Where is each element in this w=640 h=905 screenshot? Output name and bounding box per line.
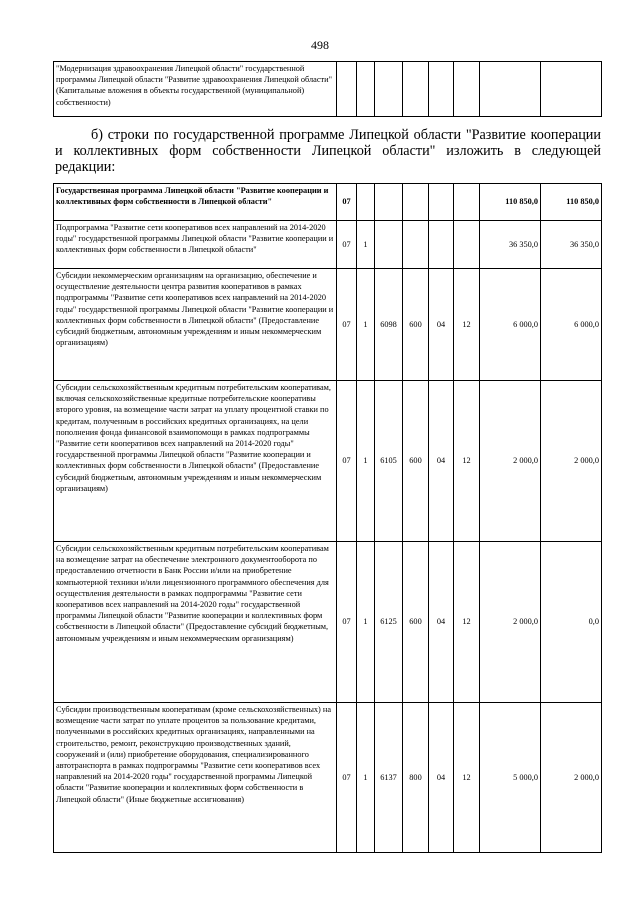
table-row [54,542,602,703]
table-row [54,269,602,381]
row-description: Субсидии некоммерческим организациям на организацию, обеспечение и осуществление деятельности центра развития кооперативов в рамках подпрограммы "Развитие сети кооперативов всех направлений на 2014-2020 годы" государственной программы Липецкой области "Развитие кооперации и коллективных форм собственности в Липецкой области" (Предоставление субсидий бюджетным, автономным учреждениям и иным некоммерческим организациям) [54,269,337,381]
cell-code: 12 [454,269,480,381]
cell-code [429,184,454,221]
cell-amount: 110 850,0 [541,184,602,221]
cell-amount: 6 000,0 [541,269,602,381]
cell-code: 1 [357,542,375,703]
cell-code: 1 [357,269,375,381]
budget-table [53,183,602,853]
cell-code [357,184,375,221]
cell-code: 04 [429,703,454,853]
cell-code: 07 [337,703,357,853]
cell-code [454,221,480,269]
row-description: Субсидии сельскохозяйственным кредитным потребительским кооперативам на возмещение затрат на обеспечение электронного документооборота по предоставлению отчетности в Банк России и/или на приобретение компьютерной техники и/или лицензионного программного обеспечения для осуществления деятельности в рамках подпрограммы "Развитие сети кооперативов всех направлений на 2014-2020 годы" государственной программы Липецкой области "Развитие кооперации и коллективных форм собственности в Липецкой области" (Предоставление субсидий бюджетным, автономным учреждениям и иным некоммерческим организациям) [54,542,337,703]
instruction-paragraph: б) строки по государственной программе Липецкой области "Развитие кооперации и коллективных форм собственности Липецкой области" изложить в следующей редакции: [55,127,601,175]
cell-code [403,221,429,269]
cell-code: 600 [403,542,429,703]
cell-code: 6125 [375,542,403,703]
cell-amount: 6 000,0 [480,269,541,381]
cell-code: 6098 [375,269,403,381]
page-number: 498 [311,38,329,52]
cell-code [375,184,403,221]
cell-code: 1 [357,221,375,269]
cell-code: 600 [403,269,429,381]
cell-code: 07 [337,184,357,221]
cell-code: 1 [357,381,375,542]
cell-code: 07 [337,542,357,703]
cell-amount: 36 350,0 [480,221,541,269]
cell-code [375,221,403,269]
row-description: "Модернизация здравоохранения Липецкой области" государственной программы Липецкой области "Развитие здравоохранения Липецкой области" (Капитальные вложения в объекты государственной (муниципальной) собственности) [54,62,337,117]
table-row [54,221,602,269]
cell-amount: 2 000,0 [480,381,541,542]
previous-table-fragment [53,61,602,117]
cell-code: 800 [403,703,429,853]
cell-code: 12 [454,703,480,853]
cell-amount: 2 000,0 [541,381,602,542]
cell-amount: 2 000,0 [480,542,541,703]
table-row [54,703,602,853]
cell-code: 12 [454,542,480,703]
cell-code: 04 [429,381,454,542]
cell-code [454,184,480,221]
cell-code: 04 [429,269,454,381]
row-description: Государственная программа Липецкой области "Развитие кооперации и коллективных форм собственности в Липецкой области" [54,184,337,221]
table-row-program [54,184,602,221]
cell-amount: 0,0 [541,542,602,703]
row-description: Подпрограмма "Развитие сети кооперативов всех направлений на 2014-2020 годы" государственной программы Липецкой области "Развитие кооперации и коллективных форм собственности в Липецкой области" [54,221,337,269]
row-description: Субсидии сельскохозяйственным кредитным потребительским кооперативам, включая сельскохозяйственные кредитные потребительские кооперативы второго уровня, на возмещение части затрат на уплату процентной ставки по кредитам, полученным в российских кредитных организациях, на цели пополнения фонда финансовой взаимопомощи в рамках подпрограммы "Развитие сети кооперативов всех направлений на 2014-2020 годы" государственной программы Липецкой области "Развитие кооперации и коллективных форм собственности в Липецкой области" (Предоставление субсидий бюджетным, автономным учреждениям и иным некоммерческим организациям) [54,381,337,542]
cell-code: 6105 [375,381,403,542]
cell-code: 07 [337,381,357,542]
cell-code [429,221,454,269]
cell-code: 6137 [375,703,403,853]
cell-amount: 2 000,0 [541,703,602,853]
cell-code [403,184,429,221]
row-description: Субсидии производственным кооперативам (кроме сельскохозяйственных) на возмещение части затрат по уплате процентов за пользование кредитами, полученными в российских кредитных организациях, направленными на строительство, ремонт, реконструкцию производственных зданий, сооружений и (или) приобретение оборудования, специализированного автотранспорта в рамках подпрограммы "Развитие сети кооперативов всех направлений на 2014-2020 годы" государственной программы Липецкой области "Развитие кооперации и коллективных форм собственности в Липецкой области" (Иные бюджетные ассигнования) [54,703,337,853]
cell-code: 07 [337,221,357,269]
cell-code: 04 [429,542,454,703]
cell-amount: 36 350,0 [541,221,602,269]
cell-code: 12 [454,381,480,542]
cell-code: 1 [357,703,375,853]
table-row [54,62,602,117]
cell-code: 600 [403,381,429,542]
table-row [54,381,602,542]
cell-code: 07 [337,269,357,381]
cell-amount: 5 000,0 [480,703,541,853]
cell-amount: 110 850,0 [480,184,541,221]
